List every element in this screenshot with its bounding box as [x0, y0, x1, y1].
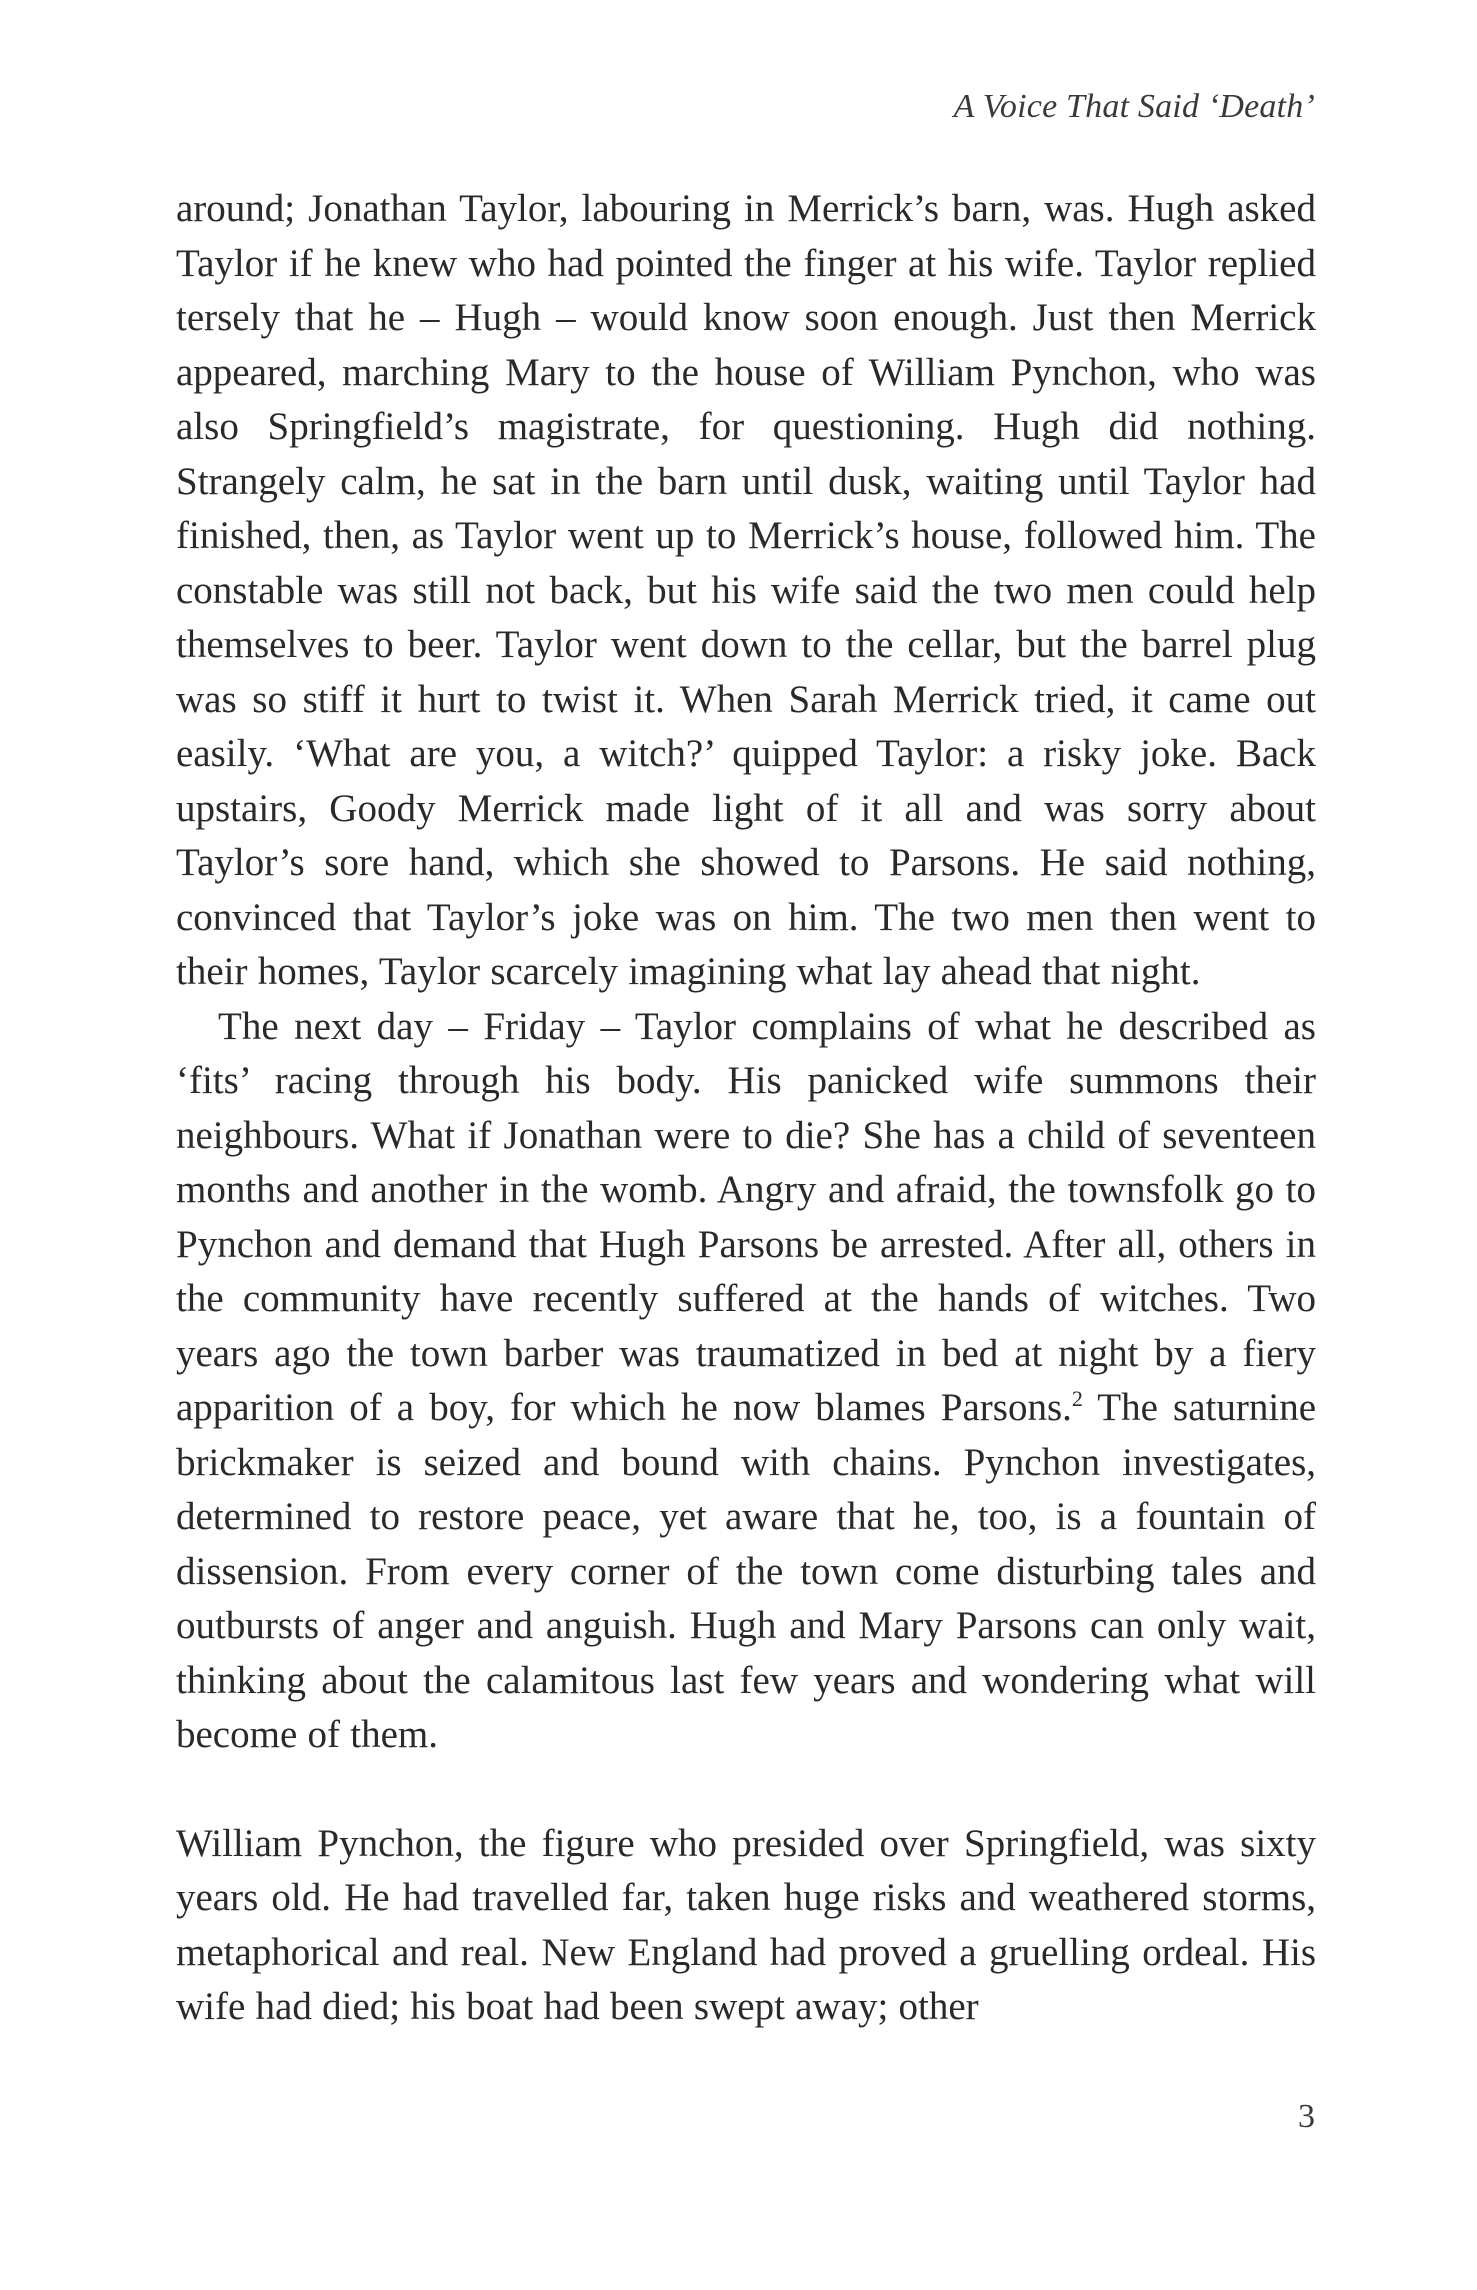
page-number: 3	[1298, 2098, 1315, 2135]
paragraph-2-text-b: The saturnine brickmaker is seized and bound with chains. Pynchon investigates, determined to restore peace, yet aware that he, too, is a fountain of dissension. From every corner of the town come disturbing tales and outbursts of anger and anguish. Hugh and Mary Parsons can only wait, thinking about the calamitous last few years and wondering what will become of them.	[176, 1386, 1317, 1756]
paragraph-1: around; Jonathan Taylor, labouring in Merrick’s barn, was. Hugh asked Taylor if he knew who had pointed the finger at his wife. Taylor replied tersely that he – Hugh – would know soon enough. Just then Merrick appeared, marching Mary to the house of William Pynchon, who was also Springfield’s magistrate, for questioning. Hugh did nothing. Strangely calm, he sat in the barn until dusk, waiting until Taylor had finished, then, as Taylor went up to Merrick’s house, followed him. The constable was still not back, but his wife said the two men could help themselves to beer. Taylor went down to the cellar, but the barrel plug was so stiff it hurt to twist it. When Sarah Merrick tried, it came out easily. ‘What are you, a witch?’ quipped Taylor: a risky joke. Back upstairs, Goody Merrick made light of it all and was sorry about Taylor’s sore hand, which she showed to Parsons. He said nothing, convinced that Taylor’s joke was on him. The two men then went to their homes, Taylor scarcely imagining what lay ahead that night.	[176, 187, 1316, 993]
footnote-ref: 2	[1071, 1386, 1083, 1411]
paragraph-2	[176, 1000, 1316, 1763]
paragraph-2-text-a: The next day – Friday – Taylor complains of what he described as ‘fits’ racing through his body. His panicked wife summons their neighbours. What if Jonathan were to die? She has a child of seventeen months and another in the womb. Angry and afraid, the townsfolk go to Pynchon and demand that Hugh Parsons be arrested. After all, others in the community have recently suffered at the hands of witches. Two years ago the town barber was traumatized in bed at night by a fiery apparition of a boy, for which he now blames Parsons.	[176, 1004, 1316, 1429]
running-head: A Voice That Said ‘Death’	[953, 88, 1315, 125]
paragraph-3: William Pynchon, the figure who presided over Springfield, was sixty years old. He had travelled far, taken huge risks and weathered storms, metaphorical and real. New England had proved a gruelling ordeal. His wife had died; his boat had been swept away; other	[176, 1821, 1316, 2028]
body-text	[176, 182, 1316, 2035]
